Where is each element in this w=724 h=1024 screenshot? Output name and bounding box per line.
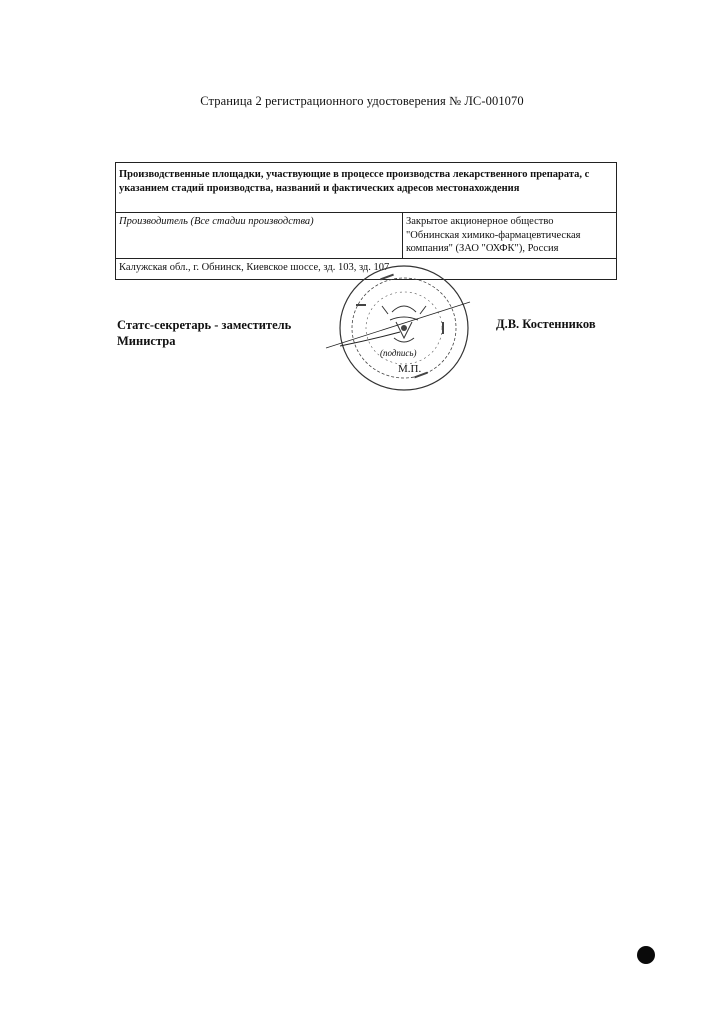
company-line: Закрытое акционерное общество (406, 216, 554, 227)
table-header-row (116, 163, 617, 213)
signature-caption: (подпись) (380, 348, 417, 358)
page-dot-mark (637, 946, 655, 964)
page-header: Страница 2 регистрационного удостоверения № ЛС-001070 (200, 94, 524, 108)
position-line: Статс-секретарь - заместитель (117, 318, 292, 332)
manufacturer-address: Калужская обл., г. Обнинск, Киевское шоссе, зд. 103, зд. 107 (116, 258, 617, 279)
company-line: "Обнинская химико-фармацевтическая (406, 229, 581, 241)
manufacturer-role: Производитель (Все стадии производства) (116, 213, 403, 259)
official-stamp-seal (320, 262, 480, 402)
table-row (116, 213, 617, 259)
signatory-position (117, 317, 291, 349)
position-line: Министра (117, 334, 176, 348)
table-heading: Производственные площадки, участвующие в процессе производства лекарственного препарата, с указанием стадий производства, названий и фактических адресов местонахождения (116, 163, 617, 213)
manufacturer-company (403, 213, 617, 259)
company-line: компания" (ЗАО "ОХФК"), Россия (406, 243, 559, 254)
signatory-name: Д.В. Костенников (496, 317, 596, 331)
stamp-place-label: М.П. (398, 363, 422, 375)
